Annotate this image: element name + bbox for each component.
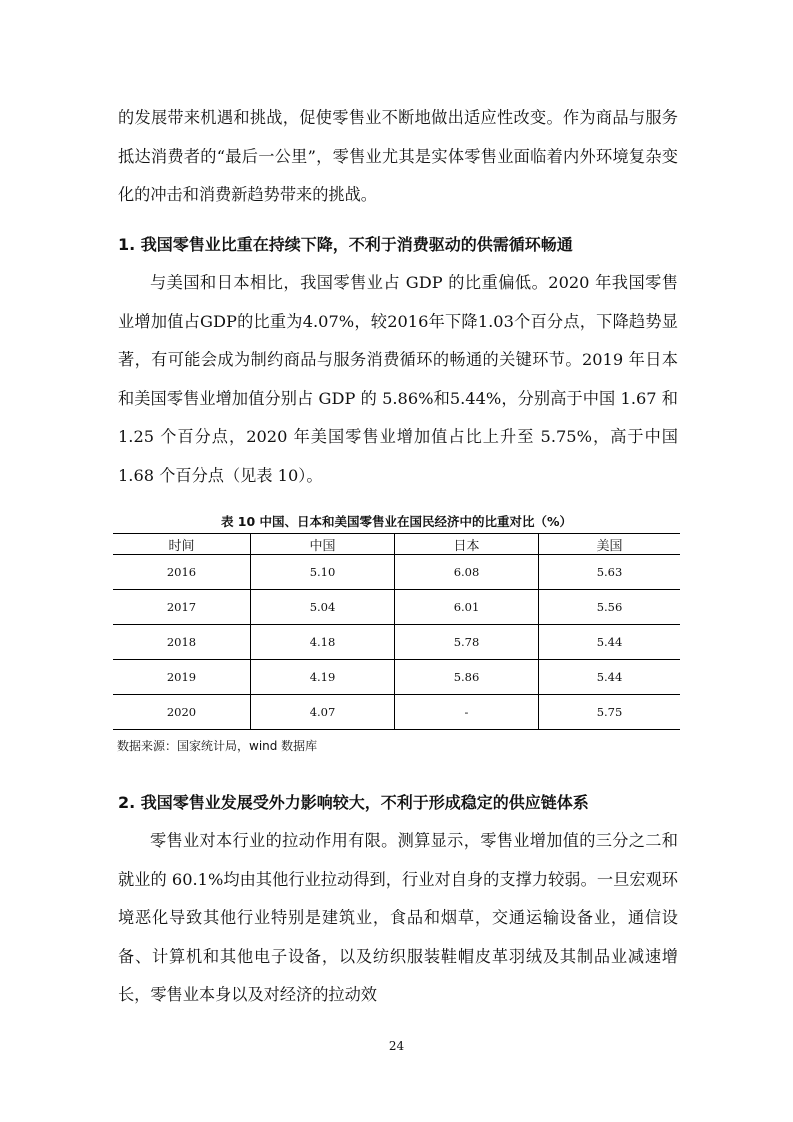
paragraph-2: 零售业对本行业的拉动作用有限。测算显示，零售业增加值的三分之二和就业的 60.1%均由其他行业拉动得到，行业对自身的支撑力较弱。一旦宏观环境恶化导致其他行业特别是建筑业，食品和烟草，交通运输设备业，通信设备、计算机和其他电子设备，以及纺织服装鞋帽皮革羽绒及其制品业减速增长，零售业本身以及对经济的拉动效 — [118, 831, 678, 1004]
cell-japan: 5.78 — [395, 625, 539, 660]
cell-china: 5.04 — [251, 590, 395, 625]
cell-usa: 5.63 — [539, 555, 681, 590]
cell-year: 2017 — [113, 590, 251, 625]
table-row — [113, 695, 680, 730]
table-row — [113, 625, 680, 660]
cell-japan: 5.86 — [395, 660, 539, 695]
cell-usa: 5.44 — [539, 625, 681, 660]
table-header-row — [113, 534, 680, 555]
cell-japan: 6.08 — [395, 555, 539, 590]
cell-china: 4.07 — [251, 695, 395, 730]
section-heading-2: 2. 我国零售业发展受外力影响较大，不利于形成稳定的供应链体系 — [118, 793, 589, 812]
header-japan: 日本 — [395, 534, 539, 555]
table-source-note: 数据来源：国家统计局，wind 数据库 — [117, 739, 318, 753]
header-time: 时间 — [113, 534, 251, 555]
cell-china: 5.10 — [251, 555, 395, 590]
page-number: 24 — [388, 1039, 405, 1053]
cell-year: 2020 — [113, 695, 251, 730]
cell-year: 2018 — [113, 625, 251, 660]
header-china: 中国 — [251, 534, 395, 555]
comparison-table — [113, 533, 680, 730]
cell-year: 2019 — [113, 660, 251, 695]
section-heading-1: 1. 我国零售业比重在持续下降，不利于消费驱动的供需循环畅通 — [118, 235, 573, 254]
cell-usa: 5.44 — [539, 660, 681, 695]
table-row — [113, 555, 680, 590]
cell-japan: 6.01 — [395, 590, 539, 625]
paragraph-1: 与美国和日本相比，我国零售业占 GDP 的比重偏低。2020 年我国零售业增加值占GDP的比重为4.07%，较2016年下降1.03个百分点，下降趋势显著，有可能会成为制约商品与服务消费循环的畅通的关键环节。2019 年日本和美国零售业增加值分别占 GDP 的 5.86%和5.44%，分别高于中国 1.67 和 1.25 个百分点，2020 年美国零售业增加值占比上升至 5.75%，高于中国 1.68 个百分点（见表 10）。 — [118, 273, 678, 485]
cell-year: 2016 — [113, 555, 251, 590]
cell-china: 4.18 — [251, 625, 395, 660]
table-caption: 表 10 中国、日本和美国零售业在国民经济中的比重对比（%） — [220, 514, 573, 529]
table-row — [113, 590, 680, 625]
cell-china: 4.19 — [251, 660, 395, 695]
cell-usa: 5.56 — [539, 590, 681, 625]
paragraph-intro: 的发展带来机遇和挑战，促使零售业不断地做出适应性改变。作为商品与服务抵达消费者的“最后一公里”，零售业尤其是实体零售业面临着内外环境复杂变化的冲击和消费新趋势带来的挑战。 — [118, 108, 678, 204]
header-usa: 美国 — [539, 534, 681, 555]
table-row — [113, 660, 680, 695]
cell-japan: - — [395, 695, 539, 730]
cell-usa: 5.75 — [539, 695, 681, 730]
